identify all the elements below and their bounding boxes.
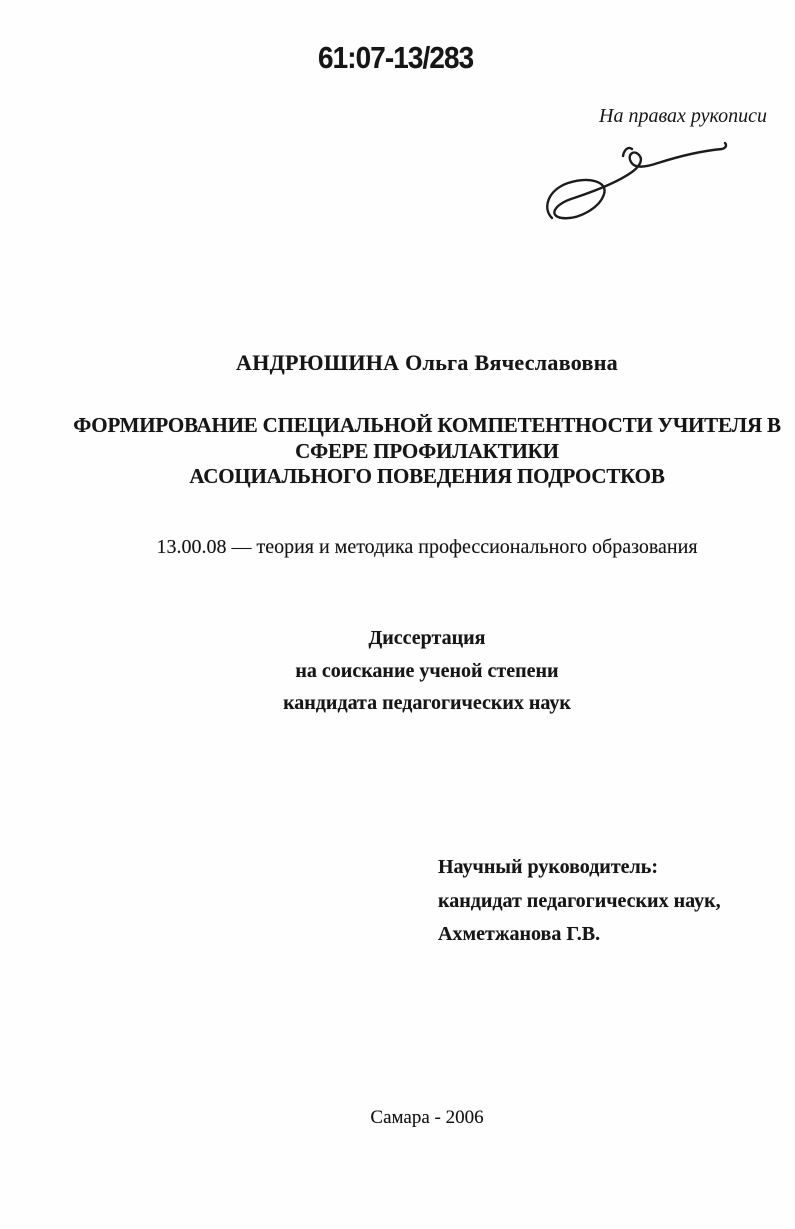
thesis-line-2: на соискание ученой степени	[295, 659, 559, 682]
thesis-line-1: Диссертация	[368, 627, 486, 649]
thesis-type-block	[62, 622, 792, 720]
title-line-2: СФЕРЕ ПРОФИЛАКТИКИ	[295, 438, 559, 463]
city-year-line: Самара - 2006	[370, 1107, 484, 1128]
title-line-3: АСОЦИАЛЬНОГО ПОВЕДЕНИЯ ПОДРОСТКОВ	[189, 464, 665, 488]
thesis-line-3: кандидата педагогических наук	[283, 692, 571, 714]
supervisor-label: Научный руководитель:	[438, 856, 658, 878]
handwritten-signature	[540, 138, 730, 248]
catalog-number-stamp: 61:07-13/283	[318, 40, 474, 75]
manuscript-rights-note: На правах рукописи	[599, 105, 767, 127]
supervisor-name: Ахметжанова Г.В.	[438, 923, 601, 945]
supervisor-block	[438, 851, 721, 952]
signature-main-stroke	[547, 143, 726, 218]
dissertation-title	[62, 413, 792, 490]
title-line-1: ФОРМИРОВАНИЕ СПЕЦИАЛЬНОЙ КОМПЕТЕНТНОСТИ УЧИТЕЛЯ В	[73, 413, 781, 437]
author-name: АНДРЮШИНА Ольга Вячеславовна	[236, 350, 618, 375]
specialty-code-line: 13.00.08 — теория и методика профессионального образования	[156, 536, 698, 558]
supervisor-degree: кандидат педагогических наук,	[438, 889, 721, 912]
